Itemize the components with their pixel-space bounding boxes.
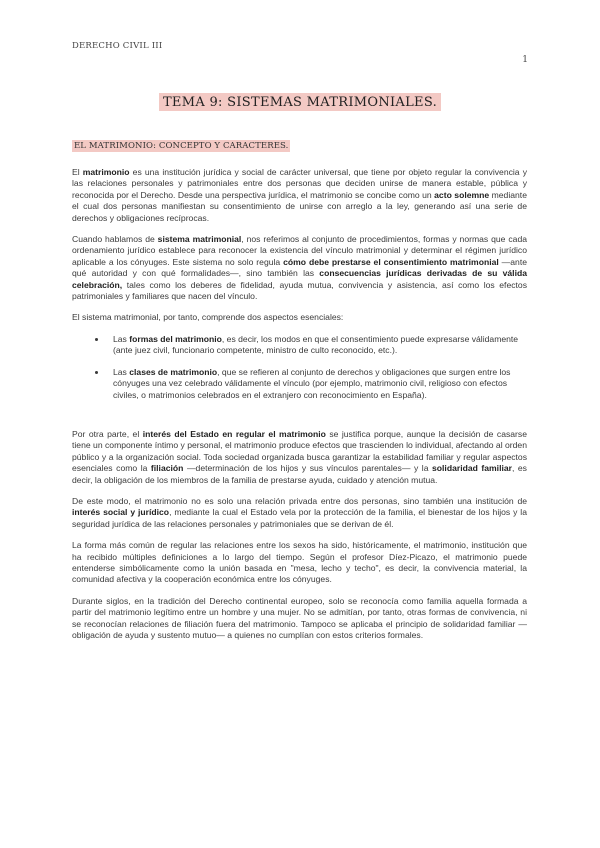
paragraph-forma-comun: La forma más común de regular las relaciones entre los sexos ha sido, históricamente, el matrimonio, institución que ha recibido múltiples definiciones a lo largo del tiempo. Según el profesor Díez-Picazo, el matrimonio puede entenderse simbólicamente como la unión basada en "mesa, lecho y techo", es decir, la convivencia material, la comunidad afectiva y la cooperación económica entre los cónyuges.	[72, 540, 527, 585]
paragraph-aspects-intro: El sistema matrimonial, por tanto, comprende dos aspectos esenciales:	[72, 312, 344, 323]
page-number: 1	[522, 55, 528, 65]
list-item: • Las clases de matrimonio, que se refieren al conjunto de derechos y obligaciones que surgen entre los cónyuges una vez celebrado válidamente el vínculo (por ejemplo, matrimonio civil, religioso con efectos civiles, o matrimonios celebrados en el extranjero con reconocimiento en España).	[107, 367, 527, 401]
paragraph-tradicion: Durante siglos, en la tradición del Derecho continental europeo, solo se reconocía como familia aquella formada a partir del matrimonio legítimo entre un hombre y una mujer. No se admitían, por tanto, otras formas de convivencia, ni se reconocían relaciones de filiación fuera del matrimonio. Tampoco se aplicaba el principio de solidaridad familiar —obligación de ayuda y sustento mutuo— a quienes no cumplían con estos criterios formales.	[72, 595, 527, 640]
page-title: TEMA 9: SISTEMAS MATRIMONIALES.	[159, 93, 441, 111]
paragraph-sistema-matrimonial: Cuando hablamos de sistema matrimonial, nos referimos al conjunto de procedimientos, formas y normas que cada ordenamiento jurídico establece para reconocer la existencia del vínculo matrimonial y determinar el régimen jurídico aplicable a los cónyuges. Este sistema no solo regula cómo debe prestarse el consentimiento matrimonial —ante qué autoridad y con qué formalidades—, sino también las consecuencias jurídicas derivadas de su válida celebración, tales como los deberes de fidelidad, ayuda mutua, convivencia y asistencia, así como los efectos patrimoniales y familiares que nacen del vínculo.	[72, 234, 528, 302]
section-heading: EL MATRIMONIO: CONCEPTO Y CARACTERES.	[74, 141, 289, 151]
paragraph-definition: El matrimonio es una institución jurídica y social de carácter universal, que tiene por objeto regular la convivencia y las relaciones personales y patrimoniales entre dos personas que deciden unirse de manera estable, pública y reconocida por el Derecho. Desde una perspectiva jurídica, el matrimonio se concibe como un acto solemne mediante el cual dos personas manifiestan su consentimiento de unirse con arreglo a la ley, generando así una serie de derechos y obligaciones recíprocas.	[72, 167, 527, 223]
spacer	[72, 411, 527, 429]
running-header: DERECHO CIVIL III	[72, 41, 163, 51]
document-body	[72, 167, 527, 651]
title-container	[0, 93, 600, 111]
paragraph-interes-social: De este modo, el matrimonio no es solo una relación privada entre dos personas, sino también una institución de interés social y jurídico, mediante la cual el Estado vela por la protección de la familia, el bienestar de los hijos y la seguridad jurídica de las relaciones personales y patrimoniales que se derivan de él.	[72, 495, 527, 529]
aspects-list	[72, 334, 527, 401]
list-item: • Las formas del matrimonio, es decir, los modos en que el consentimiento puede expresarse válidamente (ante juez civil, funcionario competente, ministro de culto reconocido, etc.).	[107, 334, 527, 357]
paragraph-interes-estado: Por otra parte, el interés del Estado en regular el matrimonio se justifica porque, aunque la decisión de casarse tiene un componente íntimo y personal, el matrimonio produce efectos que trascienden lo individual, afectando al orden público y a la organización social. Toda sociedad organizada busca garantizar la estabilidad familiar y regular aspectos esenciales como la filiación —determinación de los hijos y sus vínculos parentales— y la solidaridad familiar, es decir, la obligación de los miembros de la familia de prestarse ayuda, cuidado y atención mutua.	[72, 428, 527, 485]
